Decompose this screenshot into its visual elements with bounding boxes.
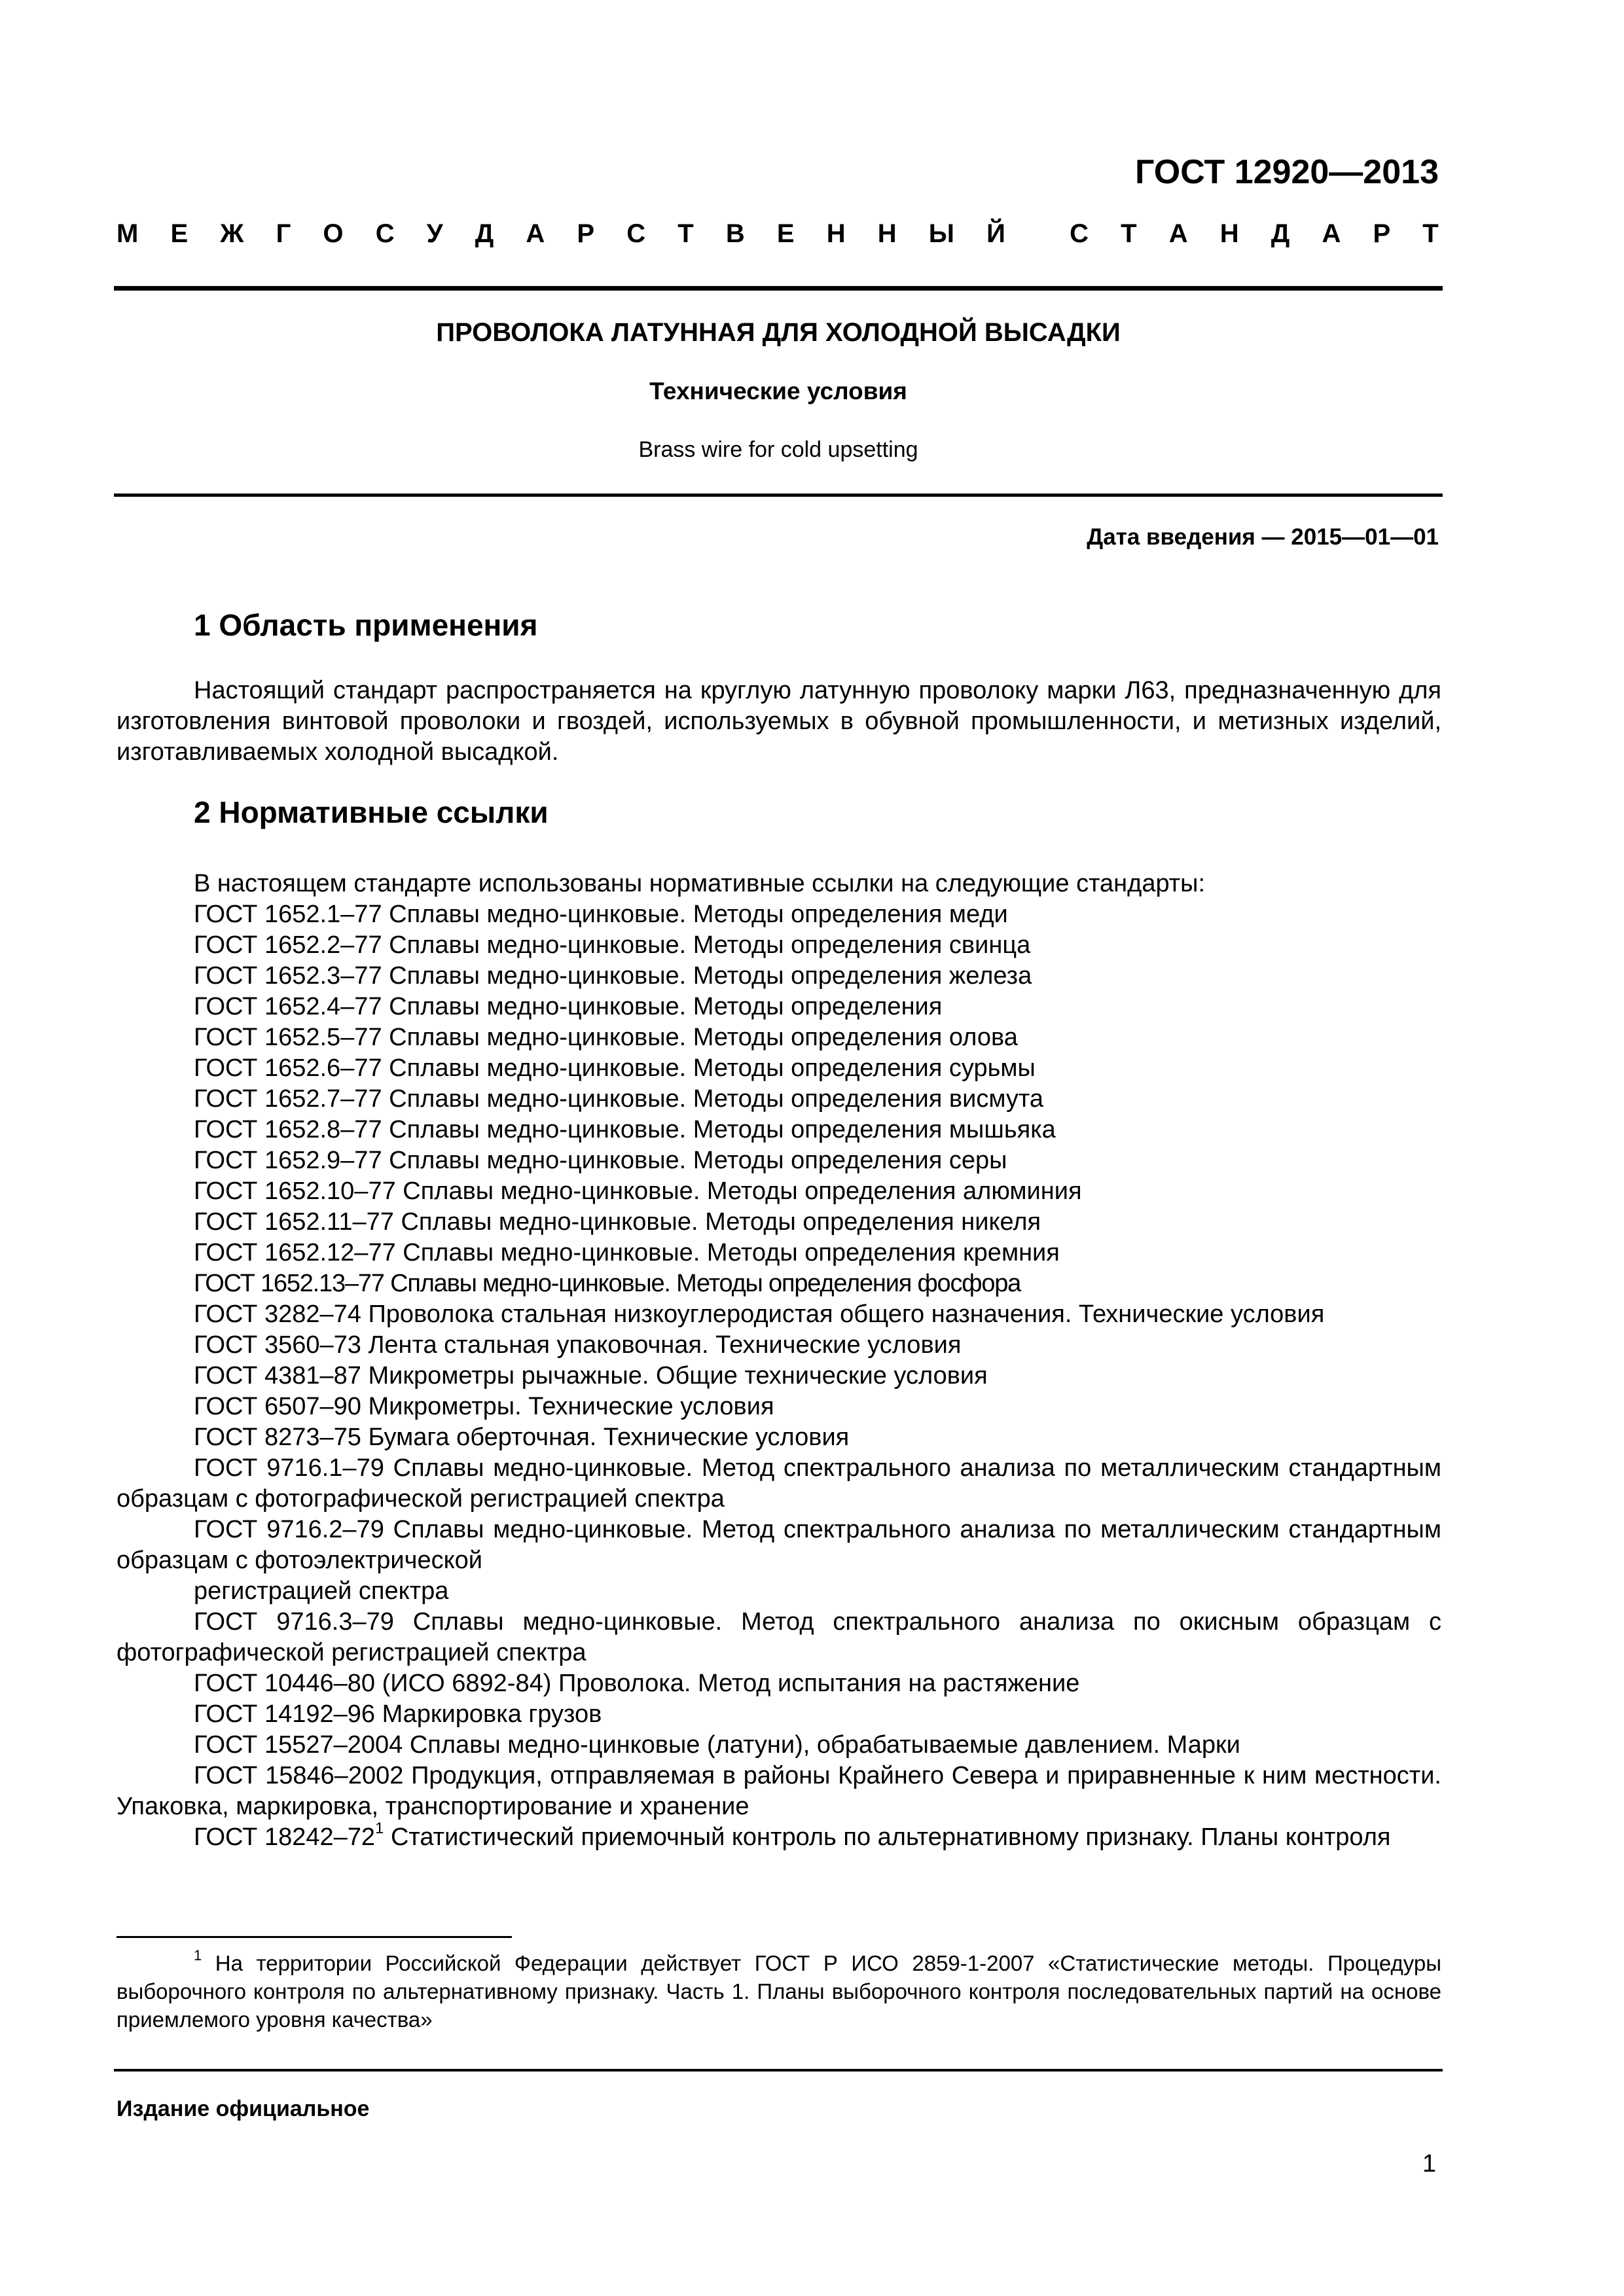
reference-item-with-footnote <box>117 1822 1441 1853</box>
reference-text: Статистический приемочный контроль по альтернативному признаку. Планы контроля <box>384 1823 1391 1851</box>
reference-item: ГОСТ 3282–74 Проволока стальная низкоуглеродистая общего назначения. Технические условия <box>194 1300 1325 1328</box>
banner-letter: М <box>117 219 139 248</box>
reference-item: ГОСТ 1652.6–77 Сплавы медно-цинковые. Методы определения сурьмы <box>194 1054 1036 1082</box>
reference-item: ГОСТ 3560–73 Лента стальная упаковочная. Технические условия <box>194 1331 962 1359</box>
references-list <box>117 869 1441 1853</box>
banner-letter: Н <box>1219 219 1239 248</box>
reference-item: ГОСТ 1652.8–77 Сплавы медно-цинковые. Методы определения мышьяка <box>194 1116 1056 1143</box>
banner-letter: С <box>626 219 646 248</box>
banner-letter: Т <box>1422 219 1439 248</box>
reference-item: ГОСТ 14192–96 Маркировка грузов <box>194 1700 602 1728</box>
reference-item: ГОСТ 9716.1–79 Сплавы медно-цинковые. Метод спектрального анализа по металлическим стандартным образцам с фотографической регистрацией спектра <box>117 1454 1441 1513</box>
banner-letter: Ж <box>220 219 244 248</box>
document-title-english: Brass wire for cold upsetting <box>638 437 918 462</box>
reference-item: ГОСТ 15846–2002 Продукция, отправляемая в районы Крайнего Севера и приравненные к ним местности. Упаковка, маркировка, транспортирование и хранение <box>117 1762 1441 1820</box>
banner-letter: С <box>375 219 395 248</box>
reference-item-continuation: регистрацией спектра <box>194 1577 449 1605</box>
reference-code: ГОСТ 18242–72 <box>194 1823 376 1851</box>
section-heading-references: 2 Нормативные ссылки <box>194 795 549 829</box>
banner-letter: Т <box>677 219 694 248</box>
banner-letter: Е <box>170 219 189 248</box>
reference-item: ГОСТ 1652.9–77 Сплавы медно-цинковые. Методы определения серы <box>194 1147 1007 1174</box>
banner-letter: Р <box>577 219 595 248</box>
reference-item: ГОСТ 15527–2004 Сплавы медно-цинковые (латуни), обрабатываемые давлением. Марки <box>194 1731 1240 1759</box>
banner-letter: Е <box>776 219 795 248</box>
banner-letter: А <box>526 219 545 248</box>
banner-letter: А <box>1322 219 1341 248</box>
footer-divider <box>114 2069 1443 2072</box>
reference-item: ГОСТ 9716.2–79 Сплавы медно-цинковые. Метод спектрального анализа по металлическим стандартным образцам с фотоэлектрической <box>117 1516 1441 1574</box>
banner-letter: Н <box>877 219 897 248</box>
references-intro: В настоящем стандарте использованы нормативные ссылки на следующие стандарты: <box>194 870 1206 897</box>
reference-item: ГОСТ 1652.4–77 Сплавы медно-цинковые. Методы определения <box>194 993 943 1020</box>
reference-item: ГОСТ 1652.2–77 Сплавы медно-цинковые. Методы определения свинца <box>194 931 1031 959</box>
banner-letter: Р <box>1373 219 1391 248</box>
footnote <box>117 1949 1441 2034</box>
title-divider <box>114 493 1443 497</box>
reference-item: ГОСТ 10446–80 (ИСО 6892-84) Проволока. Метод испытания на растяжение <box>194 1670 1080 1697</box>
document-subtitle: Технические условия <box>649 378 907 404</box>
banner-letter: Д <box>1271 219 1290 248</box>
introduction-date: Дата введения — 2015—01—01 <box>1087 524 1439 550</box>
reference-item: ГОСТ 8273–75 Бумага оберточная. Технические условия <box>194 1424 850 1451</box>
banner-letter: А <box>1168 219 1188 248</box>
reference-item: ГОСТ 9716.3–79 Сплавы медно-цинковые. Метод спектрального анализа по окисным образцам с фотографической регистрацией спектра <box>117 1608 1441 1666</box>
footnote-reference-mark[interactable]: 1 <box>375 1820 384 1838</box>
reference-item: ГОСТ 1652.10–77 Сплавы медно-цинковые. Методы определения алюминия <box>194 1177 1082 1205</box>
reference-item: ГОСТ 1652.7–77 Сплавы медно-цинковые. Методы определения висмута <box>194 1085 1043 1113</box>
reference-item: ГОСТ 1652.11–77 Сплавы медно-цинковые. Методы определения никеля <box>194 1208 1041 1236</box>
footnote-separator <box>117 1936 512 1938</box>
footnote-text: На территории Российской Федерации действует ГОСТ Р ИСО 2859-1-2007 «Статистические методы. Процедуры выборочного контроля по альтернативному признаку. Часть 1. Планы выборочного контроля последовательных партий на основе приемлемого уровня качества» <box>117 1951 1441 2032</box>
reference-item: ГОСТ 1652.3–77 Сплавы медно-цинковые. Методы определения железа <box>194 962 1032 990</box>
banner-letter: Г <box>276 219 291 248</box>
interstate-standard-banner <box>117 219 1439 249</box>
header-divider <box>114 286 1443 291</box>
banner-letter: Д <box>475 219 494 248</box>
reference-item: ГОСТ 1652.12–77 Сплавы медно-цинковые. Методы определения кремния <box>194 1239 1060 1266</box>
page-number: 1 <box>1422 2150 1436 2178</box>
section-heading-scope: 1 Область применения <box>194 608 538 642</box>
banner-letter: С <box>1070 219 1089 248</box>
banner-letter: Ы <box>928 219 954 248</box>
edition-label: Издание официальное <box>117 2096 370 2121</box>
banner-letter: Т <box>1121 219 1137 248</box>
banner-letter: О <box>323 219 344 248</box>
banner-letter: У <box>426 219 443 248</box>
scope-text: Настоящий стандарт распространяется на круглую латунную проволоку марки Л63, предназначенную для изготовления винтовой проволоки и гвоздей, используемых в обувной промышленности, и метизных изделий, изготавливаемых холодной высадкой. <box>117 677 1441 766</box>
reference-item: ГОСТ 1652.1–77 Сплавы медно-цинковые. Методы определения меди <box>194 901 1008 928</box>
document-title: ПРОВОЛОКА ЛАТУННАЯ ДЛЯ ХОЛОДНОЙ ВЫСАДКИ <box>436 318 1121 347</box>
reference-item: ГОСТ 1652.13–77 Сплавы медно-цинковые. Методы определения фосфора <box>194 1270 1021 1297</box>
banner-letter: Й <box>986 219 1005 248</box>
reference-item: ГОСТ 4381–87 Микрометры рычажные. Общие технические условия <box>194 1362 988 1390</box>
banner-letter: В <box>725 219 745 248</box>
reference-item: ГОСТ 1652.5–77 Сплавы медно-цинковые. Методы определения олова <box>194 1024 1018 1051</box>
scope-paragraph <box>117 675 1441 768</box>
gost-number: ГОСТ 12920—2013 <box>1135 153 1439 191</box>
footnote-mark: 1 <box>194 1947 202 1964</box>
banner-letter: Н <box>826 219 846 248</box>
reference-item: ГОСТ 6507–90 Микрометры. Технические условия <box>194 1393 774 1420</box>
